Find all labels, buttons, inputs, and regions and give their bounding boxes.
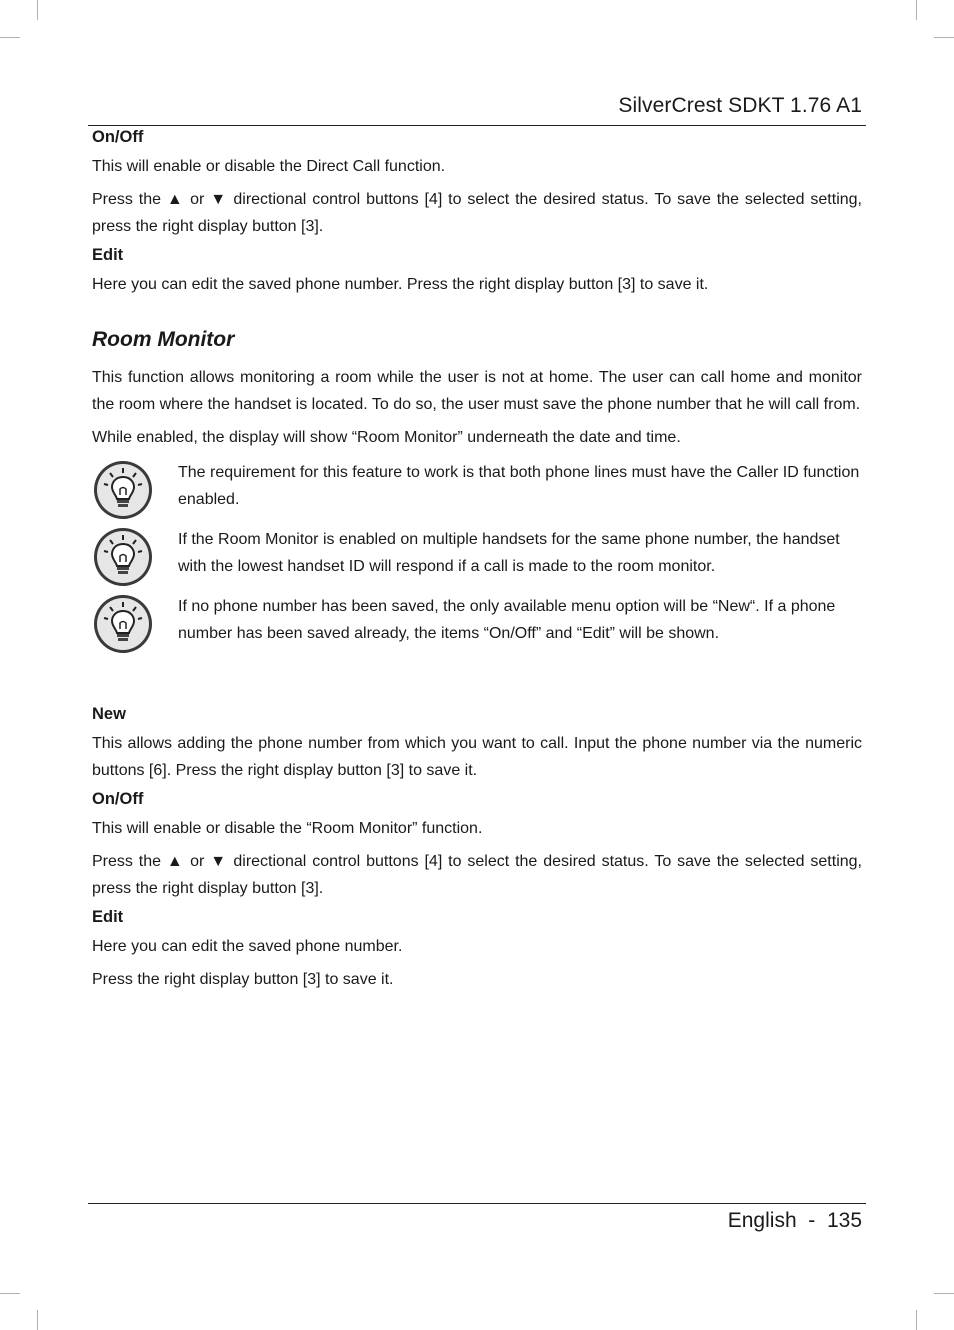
room-monitor-heading: Room Monitor [92,328,235,351]
page-content [92,126,862,993]
tip-text: If the Room Monitor is enabled on multiple handsets for the same phone number, the handset with the lowest handset ID will respond if a call is made to the room monitor. [178,531,840,575]
crop-mark [916,1310,917,1330]
crop-mark [37,0,38,20]
page-number: English - 135 [727,1209,862,1232]
tip-item [92,459,862,526]
tip-item [92,593,862,660]
crop-mark [934,37,954,38]
crop-mark [934,1293,954,1294]
page-footer [88,1203,866,1232]
tips-list [92,459,862,660]
lightbulb-icon [92,459,154,521]
crop-mark [916,0,917,20]
new-heading: New [92,705,126,723]
onoff-instructions: Press the ▲ or ▼ directional control buttons [4] to select the desired status. To save the selected setting, press the right display button [3]. [92,191,862,235]
crop-mark [0,37,20,38]
edit-save-instruction: Press the right display button [3] to save it. [92,971,394,988]
tip-text: If no phone number has been saved, the only available menu option will be “New“. If a phone number has been saved already, the items “On/Off” and “Edit” will be shown. [178,598,836,642]
lightbulb-icon [92,526,154,588]
lightbulb-icon [92,593,154,655]
tip-text: The requirement for this feature to work is that both phone lines must have the Caller ID function enabled. [178,464,860,508]
document-title: SilverCrest SDKT 1.76 A1 [618,94,862,117]
crop-mark [37,1310,38,1330]
onoff-description: This will enable or disable the Direct Call function. [92,158,446,175]
room-monitor-intro: This function allows monitoring a room while the user is not at home. The user can call home and monitor the room where the handset is located. To do so, the user must save the phone number that he will call from. [92,369,862,413]
new-description: This allows adding the phone number from which you want to call. Input the phone number via the numeric buttons [6]. Press the right display button [3] to save it. [92,735,862,779]
page-header [88,94,866,126]
onoff-heading: On/Off [92,128,144,146]
edit-description: Here you can edit the saved phone number. [92,938,403,955]
onoff-instructions: Press the ▲ or ▼ directional control buttons [4] to select the desired status. To save the selected setting, press the right display button [3]. [92,853,862,897]
edit-heading: Edit [92,246,124,264]
tip-item [92,526,862,593]
edit-description: Here you can edit the saved phone number. Press the right display button [3] to save it. [92,276,709,293]
room-monitor-enabled-text: While enabled, the display will show “Room Monitor” underneath the date and time. [92,429,681,446]
crop-mark [0,1293,20,1294]
onoff-heading: On/Off [92,790,144,808]
edit-heading: Edit [92,908,124,926]
onoff-description: This will enable or disable the “Room Monitor” function. [92,820,483,837]
